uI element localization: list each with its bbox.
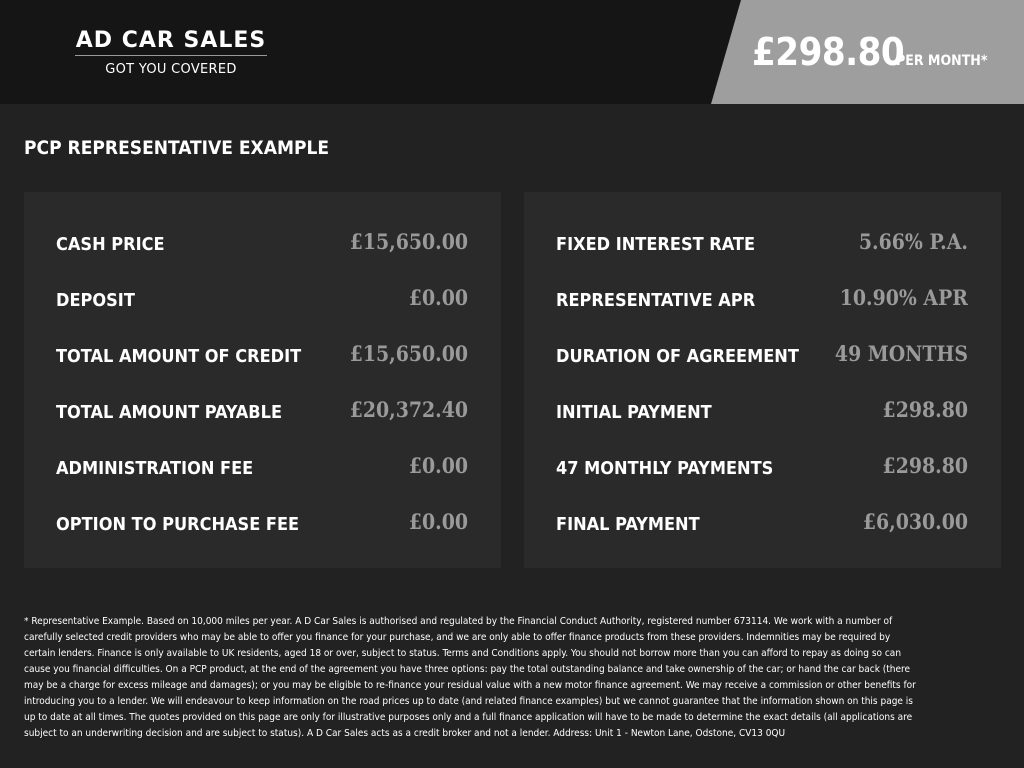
row-label: DEPOSIT	[56, 289, 135, 311]
section-title: PCP REPRESENTATIVE EXAMPLE	[24, 137, 330, 159]
finance-panel-left	[24, 192, 501, 568]
row-value: £298.80	[882, 396, 968, 422]
row-value: £6,030.00	[862, 508, 968, 534]
finance-row	[56, 341, 468, 371]
row-value: £0.00	[408, 508, 468, 534]
row-label: TOTAL AMOUNT OF CREDIT	[56, 345, 302, 367]
row-value: £298.80	[882, 452, 968, 478]
row-label: 47 MONTHLY PAYMENTS	[556, 457, 774, 479]
row-label: OPTION TO PURCHASE FEE	[56, 513, 300, 535]
row-label: DURATION OF AGREEMENT	[556, 345, 799, 367]
row-label: ADMINISTRATION FEE	[56, 457, 254, 479]
row-value: 10.90% APR	[839, 284, 968, 310]
row-value: £20,372.40	[349, 396, 468, 422]
row-label: TOTAL AMOUNT PAYABLE	[56, 401, 283, 423]
row-label: REPRESENTATIVE APR	[556, 289, 756, 311]
logo	[75, 28, 267, 78]
finance-row	[556, 285, 968, 315]
finance-row	[556, 453, 968, 483]
row-value: £15,650.00	[349, 228, 468, 254]
finance-row	[56, 397, 468, 427]
row-value: £15,650.00	[349, 340, 468, 366]
brand-tagline: GOT YOU COVERED	[105, 62, 237, 77]
row-value: £0.00	[408, 452, 468, 478]
finance-row	[56, 229, 468, 259]
finance-row	[56, 453, 468, 483]
row-value: 49 MONTHS	[834, 340, 968, 366]
finance-row	[56, 509, 468, 539]
row-label: INITIAL PAYMENT	[556, 401, 712, 423]
row-value: £0.00	[408, 284, 468, 310]
finance-disclaimer: * Representative Example. Based on 10,000 miles per year. A D Car Sales is authorised and regulated by the Financial Conduct Authority, registered number 673114. We work with a number of carefully selected credit providers who may be able to offer you finance for your purchase, and we are only able to offer finance products from these providers. Indemnities may be required by certain lenders. Finance is only available to UK residents, aged 18 or over, subject to status. Terms and Conditions apply. You should not borrow more than you can afford to repay as doing so can cause you financial difficulties. On a PCP product, at the end of the agreement you have three options: pay the total outstanding balance and take ownership of the car; or hand the car back (there may be a charge for excess mileage and damages); or you may be eligible to re-finance your residual value with a new motor finance agreement. We may receive a commission or other benefits for introducing you to a lender. We will endeavour to keep information on the road prices up to date (and related finance examples) but we cannot guarantee that the information shown on this page is up to date at all times. The quotes provided on this page are only for illustrative purposes only and a full finance application will have to be made to determine the exact details (all applications are subject to an underwriting decision and are subject to status). A D Car Sales acts as a credit broker and not a lender. Address: Unit 1 - Newton Lane, Odstone, CV13 0QU	[24, 616, 916, 739]
finance-panel-right	[524, 192, 1001, 568]
monthly-price-amount: £298.80	[752, 30, 905, 74]
finance-row	[556, 229, 968, 259]
finance-row	[56, 285, 468, 315]
brand-name: AD CAR SALES	[75, 28, 267, 53]
row-label: CASH PRICE	[56, 233, 165, 255]
row-label: FIXED INTEREST RATE	[556, 233, 756, 255]
row-value: 5.66% P.A.	[858, 228, 968, 254]
monthly-price-unit: PER MONTH*	[896, 53, 988, 69]
finance-row	[556, 397, 968, 427]
logo-divider	[75, 55, 267, 56]
finance-row	[556, 341, 968, 371]
finance-row	[556, 509, 968, 539]
row-label: FINAL PAYMENT	[556, 513, 700, 535]
